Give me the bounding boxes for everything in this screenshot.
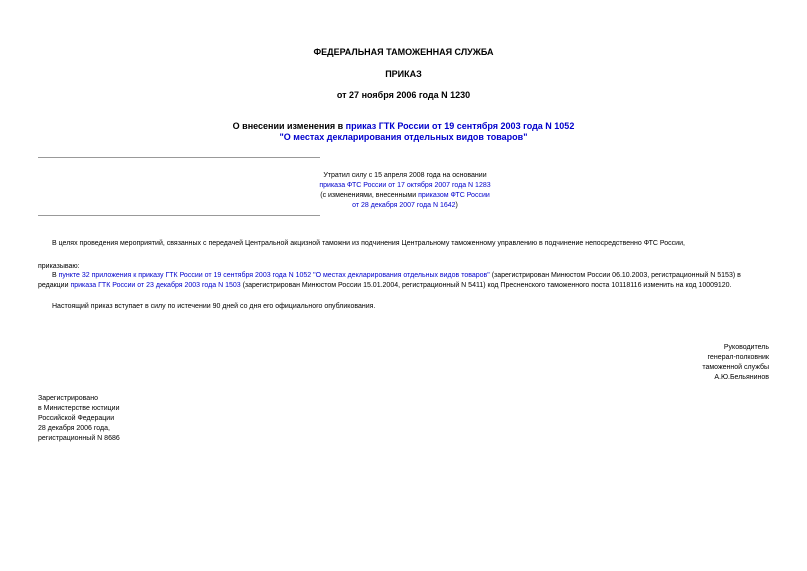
registration-line: Зарегистрировано [38, 395, 98, 402]
notice-amend-date-link[interactable]: от 28 декабря 2007 года N 1642 [352, 202, 456, 209]
notice-line: Утратил силу с 15 апреля 2008 года на основании [323, 172, 487, 179]
amendment-redaction-link[interactable]: приказа ГТК России от 23 декабря 2003 года N 1503 [70, 282, 241, 289]
document-title [0, 121, 807, 132]
notice-repeal-link[interactable]: приказа ФТС России от 17 октября 2007 года N 1283 [319, 182, 491, 189]
repeal-notice [300, 171, 510, 211]
registration-line: регистрационный N 8686 [38, 435, 120, 442]
signature-line: генерал-полковник [707, 354, 769, 361]
registration-line: Российской Федерации [38, 415, 115, 422]
divider-top [38, 157, 320, 158]
notice-line [300, 201, 510, 211]
notice-amend-prefix: (с изменениями, внесенными [320, 192, 419, 199]
registration-block [38, 394, 120, 444]
amendment-redaction-suffix: (зарегистрирован Минюстом России 15.01.2004, регистрационный N 5411) код Пресненского таможенного поста 10118116 изменить на код 10009120. [240, 282, 732, 289]
amendment-paragraph-line2 [38, 281, 778, 291]
title-order-link[interactable]: приказ ГТК России от 19 сентября 2003 года N 1052 [345, 121, 575, 131]
signature-line: А.Ю.Бельянинов [714, 374, 769, 381]
orders-word: приказываю: [38, 263, 80, 270]
amendment-prefix: В [52, 272, 59, 279]
notice-amend-link[interactable]: приказом ФТС России [418, 192, 490, 199]
agency-title: ФЕДЕРАЛЬНАЯ ТАМОЖЕННАЯ СЛУЖБА [313, 47, 494, 57]
amendment-point-link[interactable]: пункте 32 приложения к приказу ГТК России от 19 сентября 2003 года N 1052 "О местах декларирования отдельных видов товаров" [58, 272, 490, 279]
signature-block [702, 343, 769, 383]
notice-amend-suffix: ) [455, 202, 458, 209]
title-prefix: О внесении изменения в [232, 121, 346, 131]
amendment-mid: (зарегистрирован Минюстом России 06.10.2003, регистрационный N 5153) в [489, 272, 741, 279]
registration-line: 28 декабря 2006 года, [38, 425, 110, 432]
document-type: ПРИКАЗ [385, 69, 422, 79]
preamble-paragraph: В целях проведения мероприятий, связанных с передачей Центральной акцизной таможни из подчинения Центральному таможенному управлению в подчинение непосредственно ФТС России, [52, 240, 685, 247]
notice-line [300, 191, 510, 201]
effective-date-paragraph: Настоящий приказ вступает в силу по истечении 90 дней со дня его официального опубликования. [52, 303, 376, 310]
divider-bottom [38, 215, 320, 216]
signature-line: таможенной службы [702, 364, 769, 371]
amendment-redaction-prefix: редакции [38, 282, 71, 289]
registration-line: в Министерстве юстиции [38, 405, 120, 412]
document-date: от 27 ноября 2006 года N 1230 [336, 90, 471, 100]
amendment-paragraph-line1 [38, 271, 778, 281]
signature-line: Руководитель [723, 344, 769, 351]
title-order-name-link[interactable]: "О местах декларирования отдельных видов товаров" [279, 132, 528, 142]
